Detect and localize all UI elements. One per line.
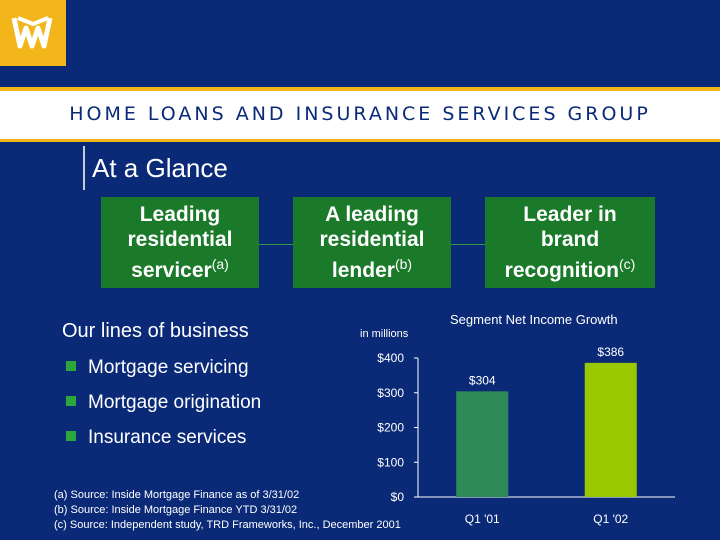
highlight-line: Leading [139,203,221,226]
y-tick-label: $0 [390,490,404,504]
y-tick-label: $100 [377,455,404,470]
bar [585,363,637,497]
company-logo-icon [0,0,66,66]
footnote: (c) Source: Independent study, TRD Frameworks, Inc., December 2001 [54,519,401,531]
top-band [0,0,720,66]
highlight-line: residential [127,228,233,251]
y-tick-label: $200 [377,420,404,435]
gold-stripe-bottom [0,139,720,142]
y-tick-label: $400 [377,351,404,365]
list-item-label: Insurance services [88,427,247,448]
x-tick-label: Q1 '01 [464,512,500,526]
highlight-line: recognition [504,259,619,282]
footnote: (a) Source: Inside Mortgage Finance as of 3/31/02 [54,489,300,501]
bullet-square-icon [66,361,76,371]
bar-value-label: $386 [597,344,625,359]
list-item [66,392,261,414]
footnote-marker: (a) [211,256,229,272]
chart-title: Segment Net Income Growth [450,312,618,327]
chart-units: in millions [360,328,409,340]
list-item-label: Mortgage servicing [88,357,249,378]
logo [0,0,66,66]
group-title: HOME LOANS AND INSURANCE SERVICES GROUP [69,103,651,125]
x-tick-label: Q1 '02 [593,512,629,526]
footnote: (b) Source: Inside Mortgage Finance YTD 3/31/02 [54,504,298,516]
net-income-chart [340,340,680,540]
footnote-marker: (b) [394,256,413,272]
footnote-marker: (c) [619,256,636,272]
bar-value-label: $304 [468,373,496,388]
highlight-line: residential [319,228,425,251]
highlight-line: A leading [325,203,419,226]
highlight-box-servicer [101,197,259,288]
page-title: At a Glance [92,153,228,183]
highlight-line: Leader in [523,203,617,226]
lines-of-business-title: Our lines of business [62,320,249,342]
highlight-line: brand [540,228,600,251]
title-divider [83,146,85,190]
list-item [66,357,249,379]
bullet-square-icon [66,431,76,441]
highlight-line: servicer [131,259,212,282]
bullet-square-icon [66,396,76,406]
y-tick-label: $300 [377,385,404,400]
box-connector [259,244,293,245]
list-item-label: Mortgage origination [88,392,262,413]
bar [456,391,508,497]
highlight-box-lender [293,197,451,288]
list-item [66,427,246,449]
box-connector [451,244,485,245]
highlight-line: lender [331,259,395,282]
highlight-box-brand [485,197,655,288]
